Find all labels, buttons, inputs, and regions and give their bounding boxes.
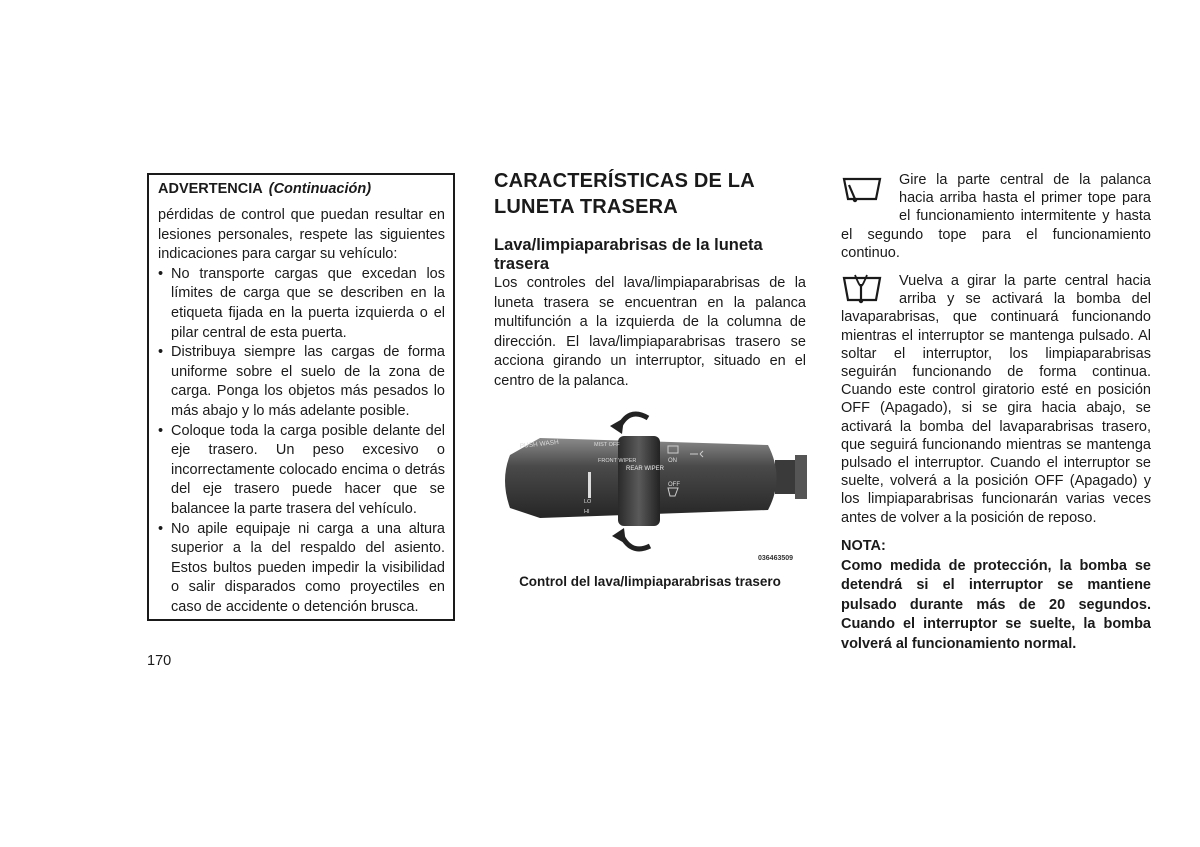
instruction-paragraph-1: Gire la parte central de la palanca hacia arriba hasta el primer tope para el funcionamiento intermitente y hasta el segundo tope para el funcionamiento continuo. <box>841 172 1151 261</box>
instruction-paragraph-2: Vuelva a girar la parte central hacia arriba y se activará la bomba del lavaparabrisas, que continuará funcionando mientras el interruptor se mantenga pulsado. Al soltar el interruptor, los limpiaparabrisas seguirán funcionando de forma continua. Cuando este control giratorio esté en posición OFF (Apagado), si se gira hacia abajo, se activará la bomba del lavaparabrisas trasero, que seguirá funcionando mientras se mantenga pulsado el interruptor. Cuando el interruptor se suelte, volverá a la posición OFF (Apagado) y los limpiaparabrisas funcionarán varias veces antes de volver a la posición de reposo. <box>841 273 1151 526</box>
front-wiper-label: FRONT WIPER <box>598 458 637 464</box>
subsection-title: Lava/limpiaparabrisas de la luneta trasera <box>494 236 763 273</box>
wiper-lever-figure <box>500 400 808 570</box>
bullet-text: Coloque toda la carga posible delante del eje trasero. Un peso excesivo o incorrectamente colocado encima o detrás del eje trasero puede hacer que se balancee la parte trasera del vehículo. <box>171 422 445 517</box>
section-body: Los controles del lava/limpiaparabrisas de la luneta trasera se encuentran en la palanca multifunción a la izquierda de la columna de dirección. El lava/limpiaparabrisas trasero se acciona girando un interruptor, situado en el centro de la palanca. <box>494 275 806 389</box>
bullet-text: No apile equipaje ni carga a una altura superior a la del respaldo del asiento. Estos bultos pueden impedir la visibilidad o salir disparados como proyectiles en caso de accidente o detención brusca. <box>171 520 445 615</box>
off-label: OFF <box>668 482 680 488</box>
mist-off-label: MIST OFF <box>594 442 620 448</box>
figure-caption: Control del lava/limpiaparabrisas trasero <box>519 574 781 589</box>
rotary-ring <box>618 436 660 526</box>
bullet-icon: • <box>158 520 164 537</box>
note-text: Como medida de protección, la bomba se detendrá si el interruptor se mantiene pulsado durante más de 20 segundos. Cuando el interruptor se suelte, la bomba volverá al funcionamiento normal. <box>841 558 1151 652</box>
warning-box <box>147 173 455 621</box>
warning-intro: pérdidas de control que puedan resultar en lesiones personales, respete las siguientes indicaciones para cargar su vehículo: <box>158 207 445 263</box>
list-item <box>158 520 445 618</box>
warning-title <box>158 180 445 198</box>
bullet-icon: • <box>158 344 164 361</box>
bullet-icon: • <box>158 265 164 282</box>
section-title: CARACTERÍSTICAS DE LA LUNETA TRASERA <box>494 170 755 218</box>
rear-washer-icon <box>841 270 891 308</box>
bullet-icon: • <box>158 422 164 439</box>
hi-label: HI <box>584 509 590 515</box>
warning-continuation: (Continuación) <box>268 181 372 197</box>
list-item <box>158 265 445 343</box>
list-item <box>158 422 445 520</box>
lo-label: LO <box>584 499 592 505</box>
rear-wiper-label: REAR WIPER <box>626 466 665 472</box>
rear-wiper-icon <box>841 173 891 211</box>
on-label: ON <box>668 458 677 464</box>
warning-heading: ADVERTENCIA <box>158 181 263 197</box>
section-column <box>494 168 806 392</box>
bullet-text: No transporte cargas que excedan los límites de carga que se describen en la etiqueta fijada en la puerta izquierda o el pilar central de esta puerta. <box>171 265 445 341</box>
push-wash-label: PUSH WASH <box>519 438 560 450</box>
list-item <box>158 343 445 421</box>
figure-code: 036463509 <box>758 555 794 562</box>
page-number: 170 <box>147 653 172 669</box>
instructions-column <box>841 171 1151 654</box>
warning-bullet-list <box>158 265 445 618</box>
bullet-text: Distribuya siempre las cargas de forma uniforme sobre el suelo de la zona de carga. Ponga los objetos más pesados lo más abajo y lo más adelante posible. <box>171 344 445 419</box>
note-label: NOTA: <box>841 537 886 554</box>
